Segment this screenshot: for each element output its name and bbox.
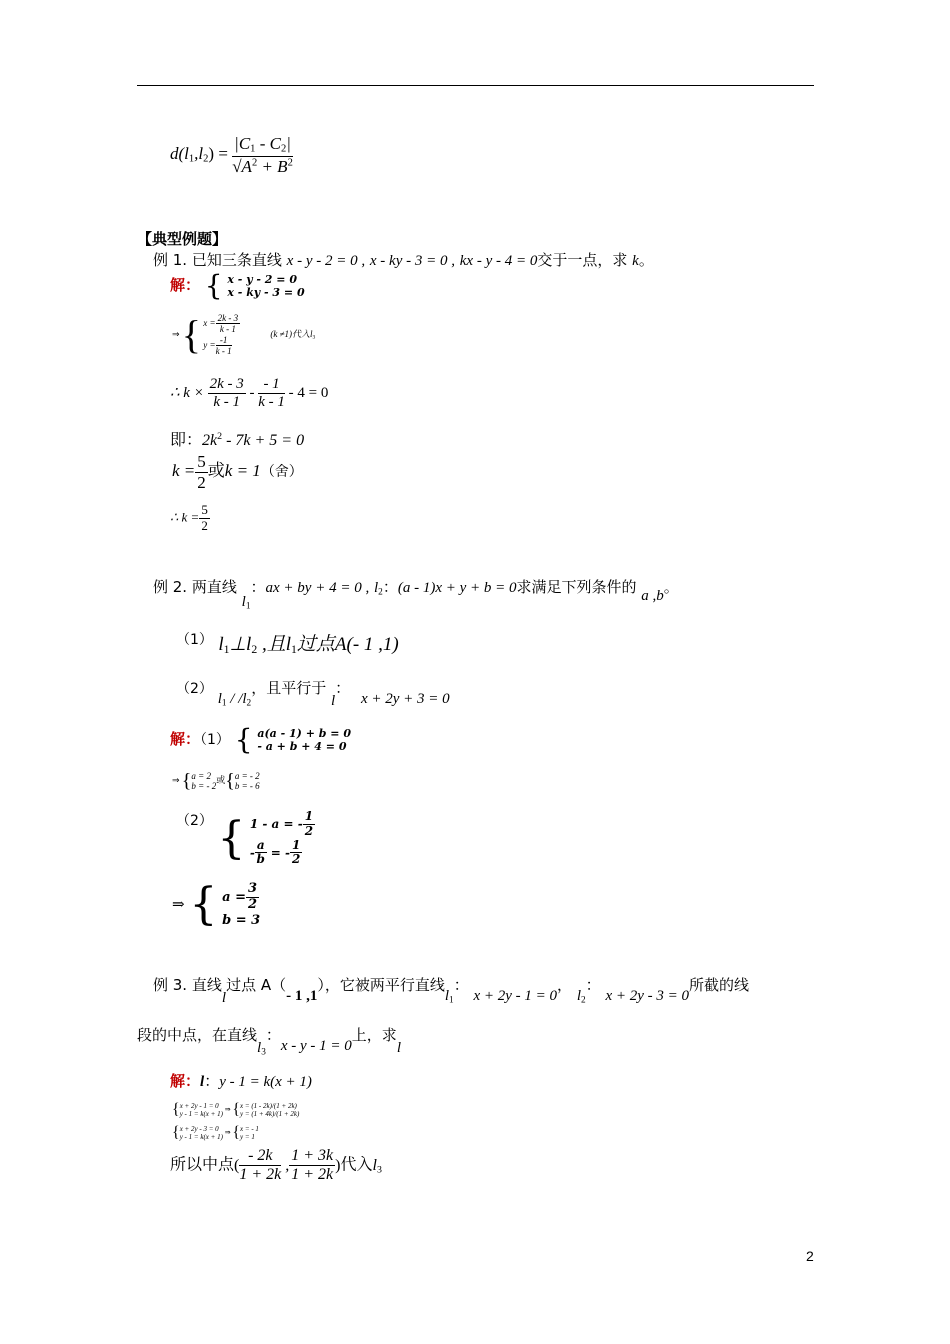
example3-statement-line2: 段的中点，在直线$l_3$：x - y - 1 = 0上，求l <box>137 1026 401 1058</box>
page-number: 2 <box>806 1248 814 1264</box>
example2-condition2: （2） $l_1 / /l_2$，且平行于 l： x + 2y + 3 = 0 <box>176 679 450 709</box>
example1-solution-system: 解： { x - y - 2 = 0 x - ky - 3 = 0 <box>170 269 305 302</box>
example1-final: ∴ k = $\frac{5}{2}$ <box>170 502 208 533</box>
example1-statement: 例 1. 已知三条直线 x - y - 2 = 0 , x - ky - 3 = 0 , kx - y - 4 = 0交于一点，求 k。 <box>153 251 654 269</box>
example1-step: ⇒ { x = $\frac{2k - 3}{k - 1}$ y = $\frac{-1}{k - 1}$ (k ≠1)代入$l_3$ <box>172 311 316 357</box>
example2-solution2: （2） { 1 - a = - $\frac{1}{2}$ - $\frac{a}{b}$ = - $\frac{1}{2}$ <box>176 809 314 867</box>
example2-solution1: 解：（1） { a(a - 1) + b = 0 - a + b + 4 = 0 <box>170 723 351 756</box>
example1-roots: k = $\frac{5}{2}$ 或k = 1（舍） <box>172 452 303 492</box>
header-rule <box>137 85 814 86</box>
example2-condition1: $^{(1)}$ $l_1\perp l_2$ ,且$l_1$过点A(- 1 ,1) <box>176 632 399 656</box>
example2-solution1-result: ⇒ { a = 2 b = - 2 或{ a = - 2 b = - 6 <box>172 770 260 792</box>
example3-midpoint: 所以中点( $\frac{- 2k}{1 + 2k}$ , $\frac{1 + 3k}{1 + 2k}$ )代入$l_3$ <box>170 1147 382 1184</box>
distance-formula: $d(l_1,l_2)$ = $\frac{|C_1 - C_2|}{√A^2 + B^2}$ <box>170 134 293 176</box>
section-heading: 【典型例题】 <box>137 230 228 248</box>
example2-solution2-result: ⇒ { a = $\frac{3}{2}$ b = 3 <box>172 878 261 930</box>
example3-statement-line1: 例 3. 直线l过点 A（- 1 ,1），它被两平行直线$l_1$： x + 2y - 1 = 0， $l_2$： x + 2y - 3 = 0所截的线 <box>153 976 750 1006</box>
example2-statement: 例 2. 两直线 $l_1$：ax + by + 4 = 0 , $l_2$：(a - 1)x + y + b = 0求满足下列条件的 a ,b。 <box>153 578 679 612</box>
example3-solution: 解：l：y - 1 = k(x + 1) <box>170 1072 312 1090</box>
example1-quadratic: 即：$2k^2 - 7k + 5 = 0$ <box>170 430 305 449</box>
example3-system-a: { x + 2y - 1 = 0 y - 1 = k(x + 1) ⇒ { x = (1 - 2k)/(1 + 2k) y = (1 + 4k)/(1 + 2k) <box>172 1101 300 1118</box>
example1-substitution: ∴ k × $\frac{2k - 3}{k - 1}$ - $\frac{- 1}{k - 1}$ - 4 = 0 <box>170 376 329 411</box>
example3-system-b: { x + 2y - 3 = 0 y - 1 = k(x + 1) ⇒ { x = - 1 y = 1 <box>172 1124 259 1141</box>
